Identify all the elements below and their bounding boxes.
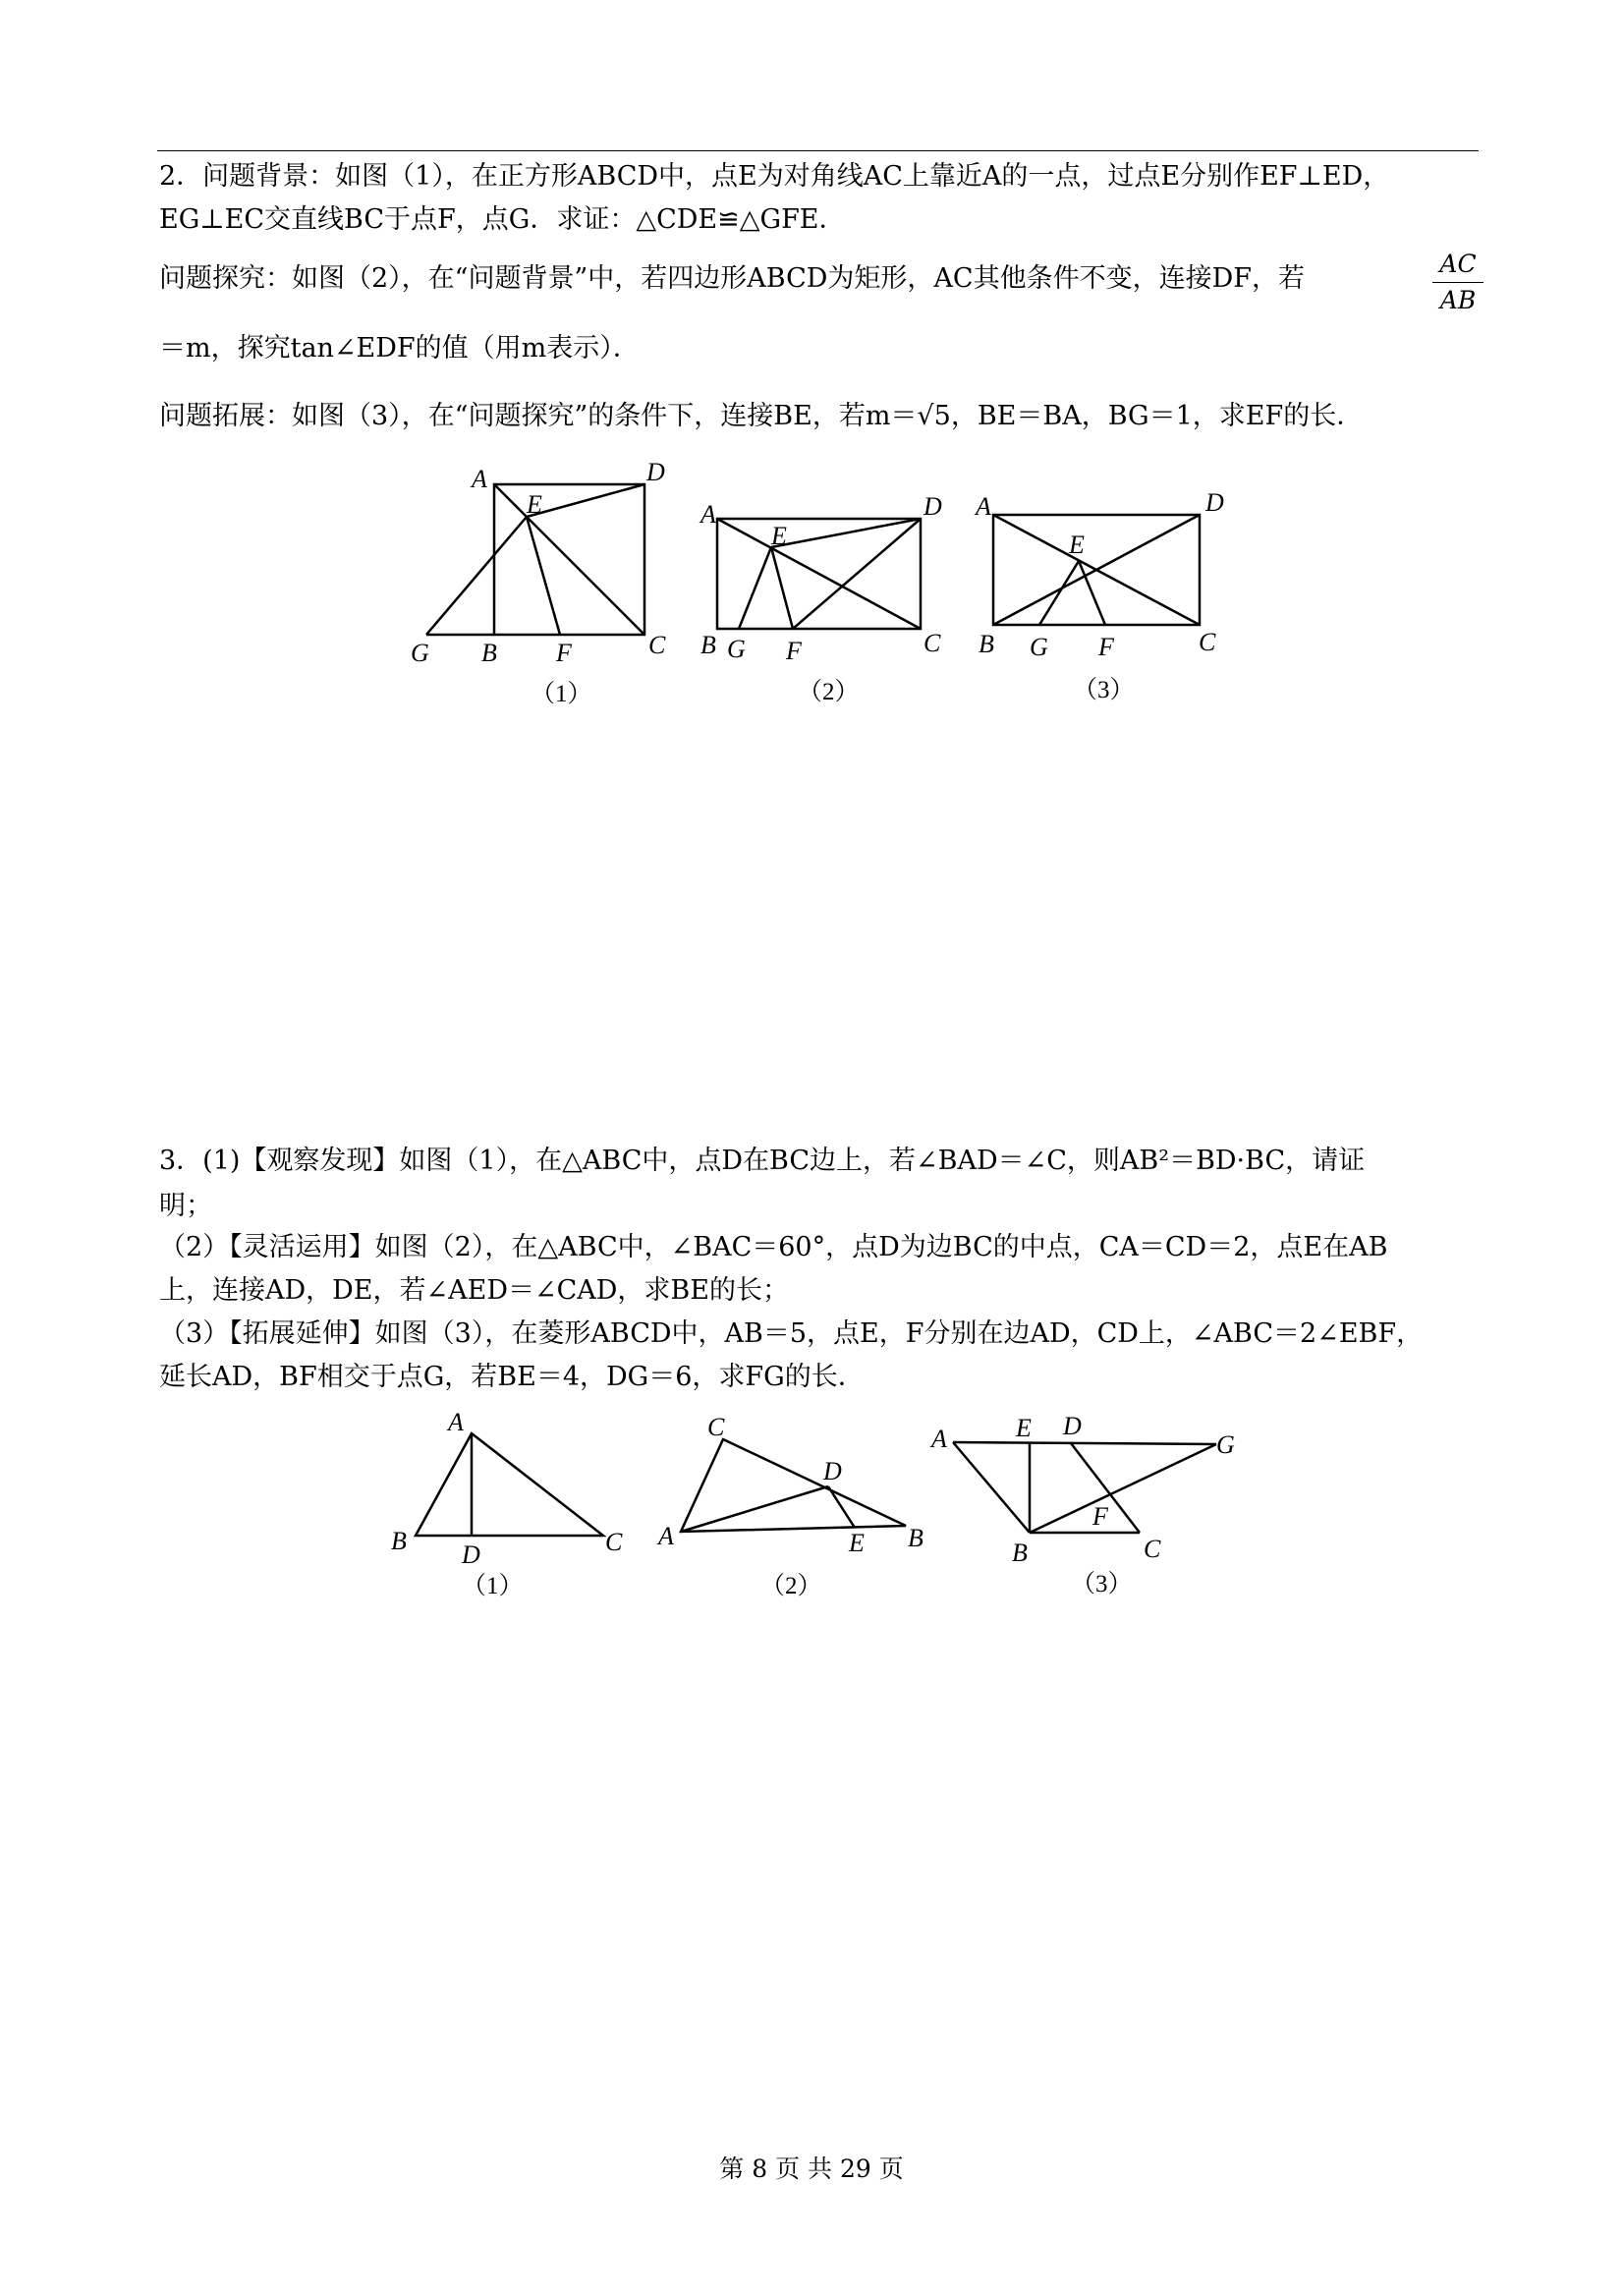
p3f2-segment-ad xyxy=(681,1486,828,1532)
p3f2-segment-de xyxy=(828,1486,855,1528)
p2f1-label-a: A xyxy=(472,465,487,493)
p2f2-label-c: C xyxy=(923,629,941,657)
problem3-line3: （2）【灵活运用】如图（2），在△ABC中，∠BAC＝60°，点D为边BC的中点，CA＝CD＝2，点E在AB xyxy=(159,1232,1388,1262)
p2f1-label-d: D xyxy=(646,458,665,486)
p2-figure-2 xyxy=(717,519,921,629)
problem3-line2: 明； xyxy=(159,1191,212,1221)
p3f3-label-b: B xyxy=(1012,1539,1028,1567)
p3f1-label-b: B xyxy=(391,1527,407,1555)
p2f2-label-b: B xyxy=(700,631,716,659)
p3f2-label-a: A xyxy=(658,1522,674,1550)
p2f3-label-f: F xyxy=(1098,633,1114,661)
p3f3-line-ag xyxy=(953,1442,1216,1444)
p2f1-label-e: E xyxy=(527,490,542,519)
p2f2-segment-df xyxy=(793,519,921,629)
p2f2-caption: （2） xyxy=(798,679,860,705)
p2f3-segment-ef xyxy=(1079,561,1105,625)
p2f3-label-c: C xyxy=(1199,628,1216,656)
problem3-line1: 3．(1)【观察发现】如图（1），在△ABC中，点D在BC边上，若∠BAD＝∠C，则AB²＝BD·BC，请证 xyxy=(159,1146,1366,1176)
p2f1-segment-eg xyxy=(426,517,527,635)
p3f1-label-d: D xyxy=(462,1540,480,1569)
p2f2-segment-eg xyxy=(739,547,771,629)
p2f2-segment-ef xyxy=(771,547,793,629)
p2f3-caption: （3） xyxy=(1073,677,1135,703)
p2f1-label-f: F xyxy=(556,639,572,667)
p3f3-side-ab xyxy=(953,1442,1030,1533)
p3f1-label-a: A xyxy=(448,1408,464,1436)
p2f2-label-e: E xyxy=(771,522,787,550)
p2f3-label-e: E xyxy=(1069,531,1085,559)
problem3-line6: 延长AD，BF相交于点G，若BE＝4，DG＝6，求FG的长． xyxy=(159,1362,865,1392)
p3f1-caption: （1） xyxy=(462,1573,524,1599)
problem3-line4: 上，连接AD，DE，若∠AED＝∠CAD，求BE的长； xyxy=(159,1275,789,1306)
p3f3-label-f: F xyxy=(1092,1502,1108,1531)
p3f1-triangle-abc xyxy=(416,1433,603,1536)
p3f3-label-d: D xyxy=(1063,1412,1082,1440)
fraction-numerator: AC xyxy=(1439,250,1477,278)
p2f2-diagonal-ac xyxy=(717,519,921,629)
p2f1-label-g: G xyxy=(411,639,429,667)
page-footer: 第 8 页 共 29 页 xyxy=(719,2155,904,2183)
p3f3-label-g: G xyxy=(1216,1430,1235,1459)
p2f3-label-d: D xyxy=(1205,488,1224,517)
problem2-line2: EG⊥EC交直线BC于点F，点G．求证：△CDE≌△GFE． xyxy=(159,204,846,235)
p2-figure-3 xyxy=(993,515,1200,625)
p2f1-segment-ed xyxy=(527,484,644,517)
p3f3-caption: （3） xyxy=(1071,1571,1133,1597)
p2f3-segment-eg xyxy=(1039,561,1079,625)
p3-figure-1 xyxy=(416,1433,603,1536)
p2f2-label-a: A xyxy=(700,500,716,529)
p2f1-label-b: B xyxy=(481,639,497,667)
p3f2-label-e: E xyxy=(849,1529,865,1557)
p3f3-label-c: C xyxy=(1144,1535,1161,1563)
problem3-line5: （3）【拓展延伸】如图（3），在菱形ABCD中，AB＝5，点E，F分别在边AD，CD上，∠ABC＝2∠EBF， xyxy=(159,1318,1424,1349)
p2f3-label-g: G xyxy=(1030,633,1048,661)
p3f2-label-c: C xyxy=(707,1413,725,1441)
p2f2-segment-ed xyxy=(771,519,921,547)
problem2-line4: ＝m，探究tan∠EDF的值（用m表示）． xyxy=(159,333,640,364)
fraction-denominator: AB xyxy=(1439,286,1477,314)
p3f2-label-d: D xyxy=(823,1457,842,1485)
p2f2-label-g: G xyxy=(727,635,746,663)
p3f3-label-a: A xyxy=(931,1425,947,1453)
p2f2-label-f: F xyxy=(786,637,802,665)
p2f3-label-a: A xyxy=(976,492,991,521)
p2f1-caption: （1） xyxy=(531,681,592,707)
p3-figure-2 xyxy=(681,1439,906,1532)
p3f2-caption: （2） xyxy=(760,1573,822,1599)
p3f1-label-c: C xyxy=(605,1528,623,1556)
problem2-line1: 2．问题背景：如图（1），在正方形ABCD中，点E为对角线AC上靠近A的一点，过点E分别作EF⊥ED， xyxy=(159,161,1390,192)
p2f1-label-c: C xyxy=(648,631,666,659)
p3f2-triangle-abc xyxy=(681,1439,906,1532)
p2f1-diagonal-ac xyxy=(494,484,644,635)
problem2-line3: 问题探究：如图（2），在“问题背景”中，若四边形ABCD为矩形，AC其他条件不变，连接DF，若 xyxy=(159,263,1305,294)
p2f2-label-d: D xyxy=(923,492,942,521)
p2f3-label-b: B xyxy=(979,630,994,658)
p3f3-label-e: E xyxy=(1016,1414,1032,1442)
p3-figure-3 xyxy=(953,1442,1216,1533)
problem2-line5: 问题拓展：如图（3），在“问题探究”的条件下，连接BE，若m＝√5，BE＝BA，BG＝1，求EF的长． xyxy=(159,401,1364,431)
p3f3-segment-bg xyxy=(1030,1444,1216,1533)
p3f2-label-b: B xyxy=(908,1524,923,1552)
